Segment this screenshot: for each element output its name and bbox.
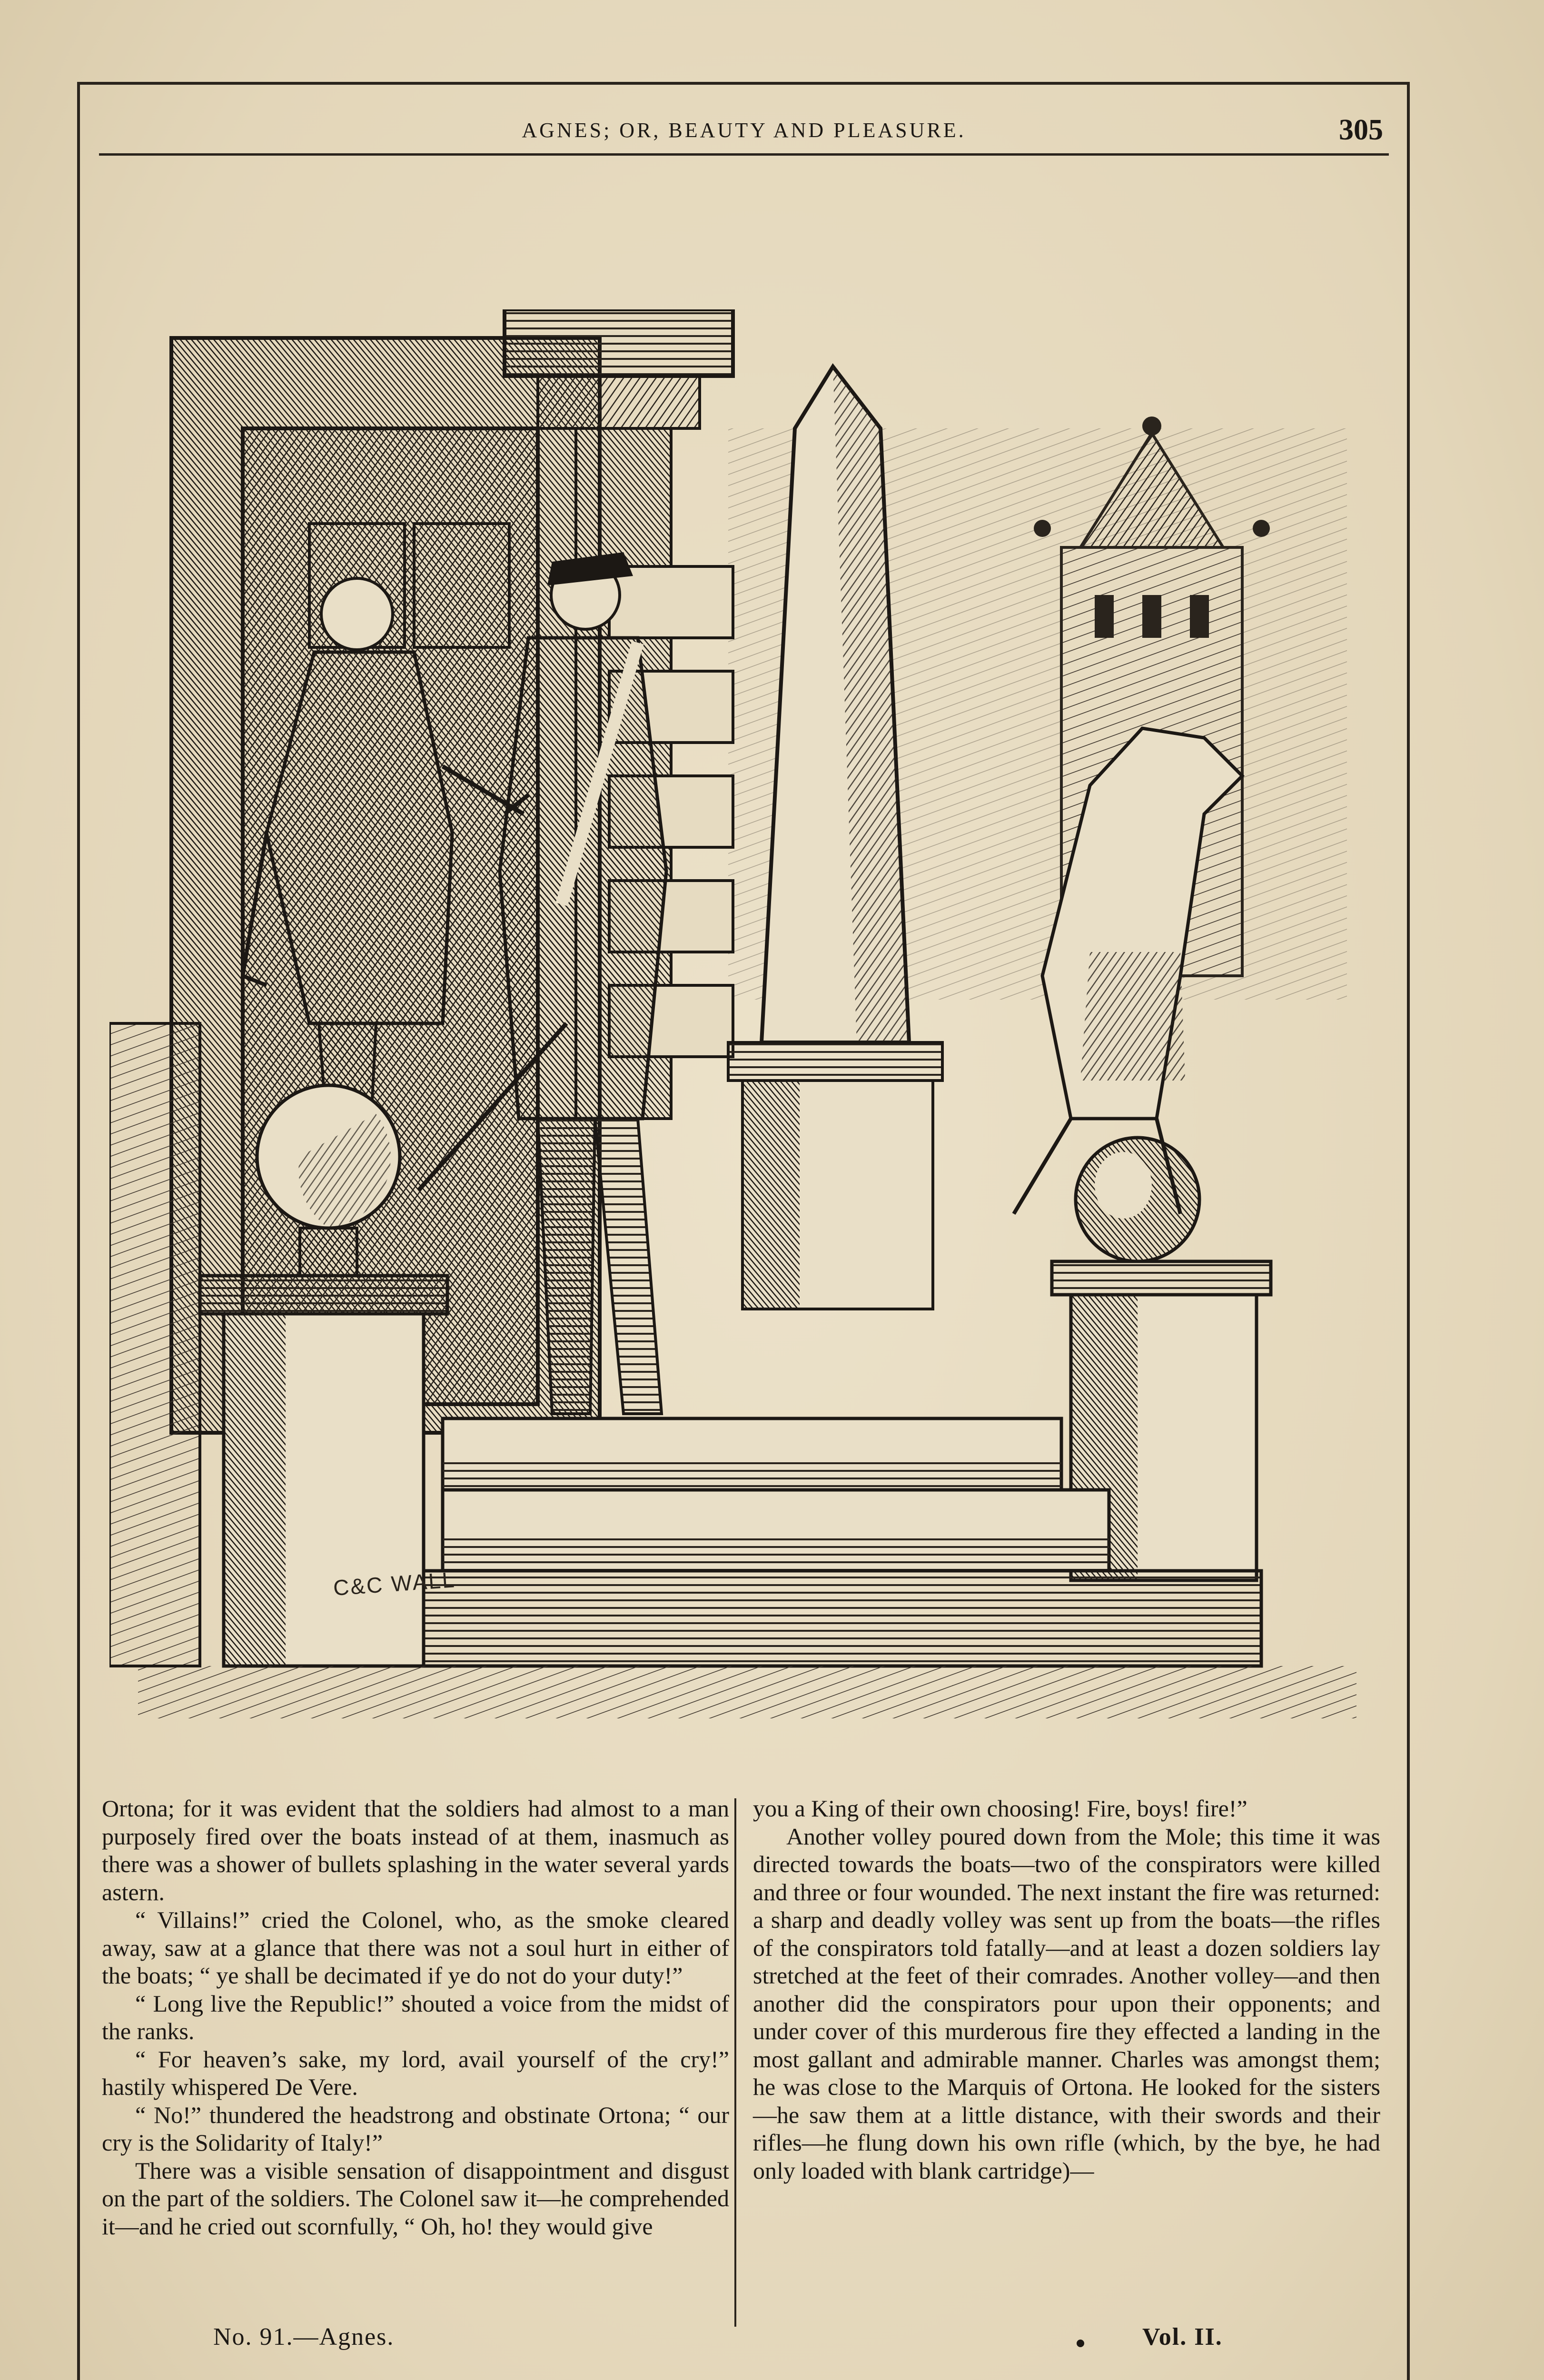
engraving-svg (109, 309, 1371, 1723)
footer-number: No. 91.—Agnes. (213, 2323, 395, 2350)
text-columns (102, 1795, 1387, 2328)
header-rule (99, 153, 1389, 156)
running-head: AGNES; OR, BEAUTY AND PLEASURE. (522, 119, 966, 142)
page-header (100, 113, 1388, 156)
footer-dot (1077, 2340, 1084, 2347)
column-left (102, 1795, 729, 2328)
column-right (753, 1795, 1380, 2328)
column-divider (734, 1798, 736, 2327)
paragraph: “ No!” thundered the headstrong and obstinate Ortona; “ our cry is the Solidarity of Italy!” (102, 2101, 729, 2156)
footer-volume: Vol. II. (1142, 2323, 1223, 2350)
paragraph: There was a visible sensation of disappointment and disgust on the part of the soldiers. The Colonel saw it—he comprehended it—and he cried out scornfully, “ Oh, ho! they would give (102, 2157, 729, 2240)
engraver-signature: C&C WALL (332, 1567, 456, 1600)
engraving-illustration (109, 309, 1371, 1723)
ground (138, 1666, 1356, 1718)
paragraph: Ortona; for it was evident that the soldiers had almost to a man purposely fired over the boats instead of at them, inasmuch as there was a shower of bullets splashing in the water several yards astern. (102, 1795, 729, 1905)
paragraph: “ Long live the Republic!” shouted a voice from the midst of the ranks. (102, 1990, 729, 2044)
paragraph: Another volley poured down from the Mole; this time it was directed towards the boats—two of the conspirators were killed and three or four wounded. The next instant the fire was returned: a sharp and deadly volley was sent up from the boats—the rifles of the conspirators told fatally—and at least a dozen soldiers lay stretched at the feet of their comrades. Another volley—and then another did the conspirators pour upon their opponents; and under cover of this murderous fire they effected a landing in the most gallant and admirable manner. Charles was amongst them; he was close to the Marquis of Ortona. He looked for the sisters—he saw them at a little distance, with their swords and their rifles—he flung down his own rifle (which, by the bye, he had only loaded with blank cartridge)— (753, 1823, 1380, 2184)
paragraph: “ For heaven’s sake, my lord, avail yourself of the cry!” hastily whispered De Vere. (102, 2045, 729, 2100)
column-capital (505, 309, 733, 428)
paragraph: you a King of their own choosing! Fire, boys! fire!” (753, 1795, 1247, 1822)
left-wall (109, 1023, 200, 1666)
paragraph: “ Villains!” cried the Colonel, who, as the smoke cleared away, saw at a glance that there was not a soul hurt in either of the boats; “ ye shall be decimated if ye do not do your duty!” (102, 1906, 729, 1989)
page-number: 305 (1339, 114, 1383, 146)
